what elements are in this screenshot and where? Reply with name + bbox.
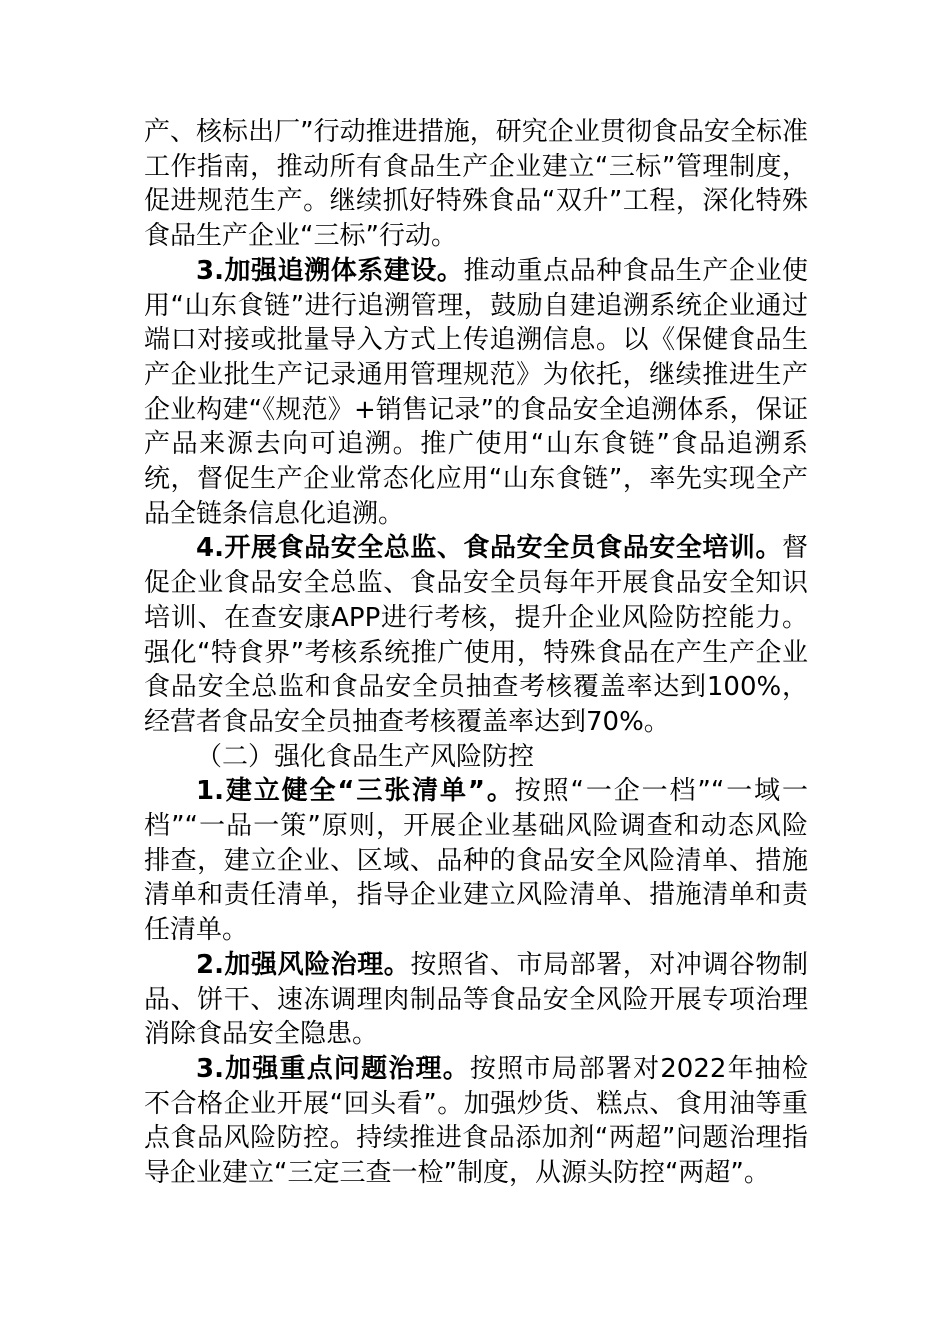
paragraph-text: 按照省、市局部署，对冲调谷物制品、饼干、速冻调理肉制品等食品安全风险开展专项治理消除食品安全隐患。 (144, 949, 808, 1050)
paragraph-heading: 2.加强风险治理。 (196, 949, 411, 980)
paragraph-text: 按照市局部署对2022年抽检不合格企业开展“回头看”。加强炒货、糕点、食用油等重点食品风险防控。持续推进食品添加剂“两超”问题治理指导企业建立“三定三查一检”制度，从源头防控“两超”。 (144, 1053, 809, 1189)
paragraph-training (144, 531, 808, 739)
section-heading (144, 740, 808, 775)
document-body (144, 115, 808, 1191)
paragraph-text: 按照“一企一档”“一域一档”“一品一策”原则，开展企业基础风险调查和动态风险排查，建立企业、区域、品种的食品安全风险清单、措施清单和责任清单，指导企业建立风险清单、措施清单和责任清单。 (144, 776, 808, 946)
paragraph-key-issues (144, 1052, 808, 1191)
paragraph-continuation (144, 115, 808, 254)
paragraph-heading: 3.加强追溯体系建设。 (196, 255, 464, 286)
paragraph-heading: 1.建立健全“三张清单”。 (196, 776, 515, 807)
paragraph-heading: 3.加强重点问题治理。 (196, 1053, 470, 1084)
paragraph-three-lists (144, 774, 808, 948)
paragraph-traceability (144, 254, 808, 532)
section-heading-text: （二）强化食品生产风险防控 (196, 741, 535, 772)
paragraph-text: 督促企业食品安全总监、食品安全员每年开展食品安全知识培训、在查安康APP进行考核，提升企业风险防控能力。强化“特食界”考核系统推广使用，特殊食品在产生产企业食品安全总监和食品安全员抽查考核覆盖率达到100%，经营者食品安全员抽查考核覆盖率达到70%。 (144, 533, 808, 737)
paragraph-text: 产、核标出厂”行动推进措施，研究企业贯彻食品安全标准工作指南，推动所有食品生产企业建立“三标”管理制度，促进规范生产。继续抓好特殊食品“双升”工程，深化特殊食品生产企业“三标”行动。 (144, 117, 808, 252)
paragraph-risk-governance (144, 948, 808, 1052)
paragraph-text: 推动重点品种食品生产企业使用“山东食链”进行追溯管理，鼓励自建追溯系统企业通过端口对接或批量导入方式上传追溯信息。以《保健食品生产企业批生产记录通用管理规范》为依托，继续推进生产企业构建“《规范》+销售记录”的食品安全追溯体系，保证产品来源去向可追溯。推广使用“山东食链”食品追溯系统，督促生产企业常态化应用“山东食链”，率先实现全产品全链条信息化追溯。 (144, 255, 808, 529)
paragraph-heading: 4.开展食品安全总监、食品安全员食品安全培训。 (196, 533, 782, 564)
